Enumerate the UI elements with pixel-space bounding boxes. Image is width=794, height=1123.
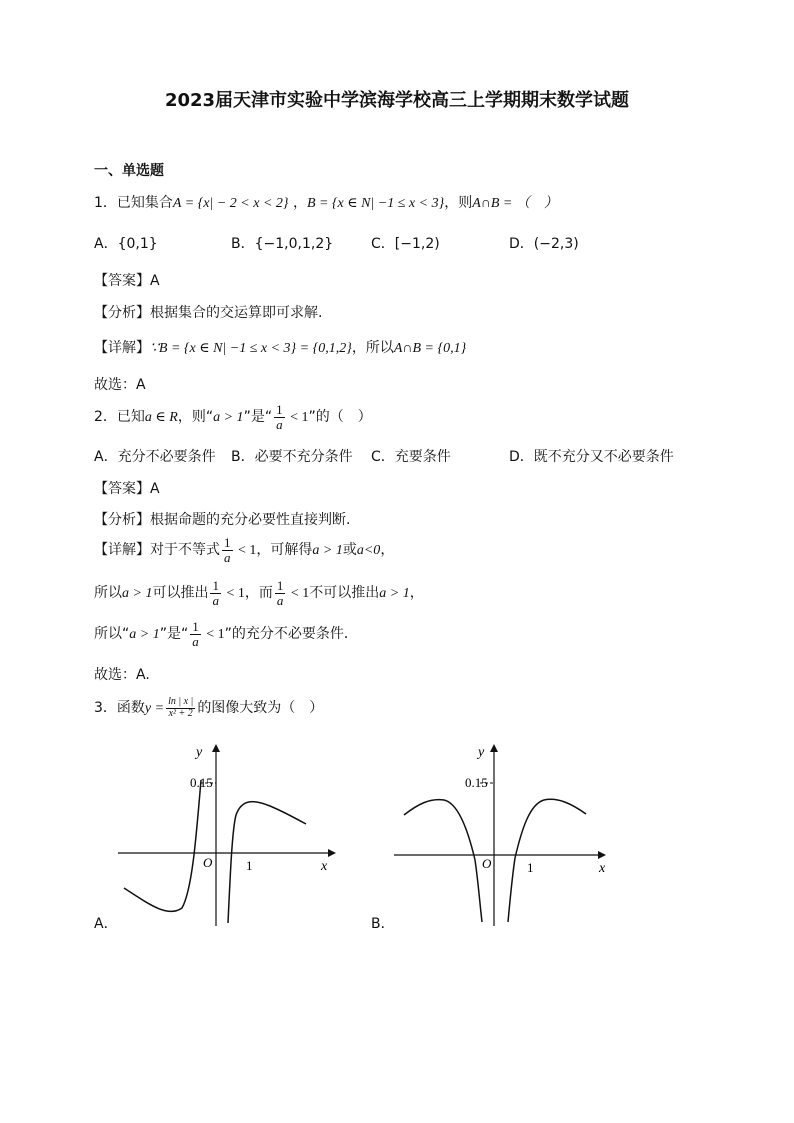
y-tick-label: 0.15 xyxy=(465,775,488,790)
q2-detail1-or: 或 xyxy=(342,542,357,559)
q1-ask: ，则 xyxy=(444,195,473,211)
q2-detail2-fraction-1: $\frac{1}{a}$ xyxy=(212,578,219,608)
q2-choose-value: A. xyxy=(136,667,150,683)
x-tick-label: 1 xyxy=(246,858,253,873)
analysis-label: 【分析】 xyxy=(94,305,150,321)
q1-detail-set: ∵B = {x ∈ N| −1 ≤ x < 3} = {0,1,2} xyxy=(150,341,352,356)
q1-option-d: D．(−2,3) xyxy=(509,236,579,252)
q2-choose xyxy=(94,664,150,684)
choose-label: 故选： xyxy=(94,377,136,393)
q2-option-a: A．充分不必要条件 xyxy=(94,449,216,465)
curve-left xyxy=(124,780,201,911)
q1-answer-value: A xyxy=(150,273,160,289)
q2-detail2-cannot: 不可以推出 xyxy=(309,585,380,602)
q2-tail: ”的（ ） xyxy=(308,409,372,426)
q1-option-c: C．[−1,2) xyxy=(371,236,440,252)
y-axis-label: y xyxy=(196,745,203,760)
q2-detail-line-2 xyxy=(94,579,424,607)
q2-detail2-but: ，而 xyxy=(244,585,273,602)
q1-analysis-text: 根据集合的交运算即可求解. xyxy=(150,305,323,321)
q1-set-b: B = {x ∈ N| −1 ≤ x < 3} xyxy=(306,196,445,211)
q2-detail3-is: ”是“ xyxy=(159,626,189,643)
curve-right xyxy=(228,802,306,923)
y-axis-arrow-icon xyxy=(212,744,220,752)
q1-prefix: 1．已知集合 xyxy=(94,195,173,211)
q1-option-b: B．{−1,0,1,2} xyxy=(231,236,334,252)
q1-answer xyxy=(94,270,160,290)
q2-mid1: ，则“ xyxy=(177,409,214,426)
question-2-stem xyxy=(94,403,372,431)
section-heading: 一、单选题 xyxy=(94,163,164,179)
y-tick-label: 0.15 xyxy=(190,775,213,790)
q2-detail2-ineq: a > 1 xyxy=(122,586,153,602)
q2-detail-line-3 xyxy=(94,620,358,648)
page-title: 2023届天津市实验中学滨海学校高三上学期期末数学试题 xyxy=(164,90,630,111)
q2-p1: a > 1 xyxy=(213,410,244,426)
q2-detail1-fraction: $\frac{1}{a}$ xyxy=(224,535,231,565)
q3-prefix: 3．函数 xyxy=(94,700,145,716)
q2-detail2-ineq2: a > 1 xyxy=(379,586,410,602)
q2-lt1: < 1 xyxy=(286,410,309,426)
q2-detail-line-1 xyxy=(94,536,394,564)
q1-choose-value: A xyxy=(136,377,146,393)
q2-detail2-lt1b: < 1 xyxy=(287,586,310,602)
q3-graph-b-label: B． xyxy=(371,916,395,932)
q2-detail1-lt1: < 1 xyxy=(234,543,257,559)
q2-detail3-text: 所以“ xyxy=(94,626,130,643)
q2-detail2-derive: 可以推出 xyxy=(152,585,209,602)
q1-detail xyxy=(94,337,466,357)
q3-graph-a xyxy=(110,740,340,930)
q2-detail2-comma: ， xyxy=(409,585,424,602)
q3-tail: 的图像大致为（ ） xyxy=(197,700,324,716)
q2-prefix: 2．已知 xyxy=(94,409,145,426)
q3-graph-b xyxy=(388,740,618,930)
q2-analysis-text: 根据命题的充分必要性直接判断. xyxy=(150,512,351,528)
q2-detail3-ineq: a > 1 xyxy=(129,627,160,643)
q2-detail1-text: 对于不等式 xyxy=(150,542,220,559)
q2-detail2-fraction-2: $\frac{1}{a}$ xyxy=(276,578,284,608)
analysis-label: 【分析】 xyxy=(94,512,150,528)
q2-detail1-solve: ，可解得 xyxy=(256,542,313,559)
q2-option-d: D．既不充分又不必要条件 xyxy=(509,449,674,465)
q2-detail3-lt1: < 1 xyxy=(202,627,225,643)
y-axis-label: y xyxy=(478,745,485,760)
q2-analysis xyxy=(94,509,350,529)
x-axis-label: x xyxy=(599,861,606,876)
q1-detail-result: A∩B = {0,1} xyxy=(393,341,467,356)
answer-label: 【答案】 xyxy=(94,481,150,497)
curve-right xyxy=(508,799,586,922)
q2-detail1-ineq1: a > 1 xyxy=(312,543,343,559)
q2-detail3-fraction: $\frac{1}{a}$ xyxy=(192,619,199,649)
q1-expression: A∩B = （ ） xyxy=(472,196,558,211)
detail-label: 【详解】 xyxy=(94,542,150,559)
q2-answer xyxy=(94,478,160,498)
q2-answer-value: A xyxy=(150,481,160,497)
q3-fraction: $\frac{\ln | x |}{\text{x² + 2}}$ xyxy=(168,696,194,719)
q2-condition: a ∈ R xyxy=(144,410,178,426)
q2-detail1-ineq2: a<0 xyxy=(356,543,381,559)
q1-analysis xyxy=(94,302,322,322)
origin-label: O xyxy=(482,856,492,871)
q2-option-b: B．必要不充分条件 xyxy=(231,449,353,465)
answer-label: 【答案】 xyxy=(94,273,150,289)
q2-detail2-text: 所以 xyxy=(94,585,122,602)
x-axis-label: x xyxy=(321,859,328,874)
q2-detail2-lt1: < 1 xyxy=(222,586,245,602)
q2-detail3-conclusion: ”的充分不必要条件． xyxy=(224,626,358,643)
x-tick-label: 1 xyxy=(527,860,534,875)
question-1-stem: 1．已知集合A = {x| − 2 < x < 2} ，B = {x ∈ N| −1 ≤ x < 3}，则A∩B = （ ） xyxy=(94,195,558,211)
q1-detail-connector: ，所以 xyxy=(351,340,394,356)
q3-y-equals: y = xyxy=(144,701,165,716)
detail-label: 【详解】 xyxy=(94,340,150,356)
x-axis-arrow-icon xyxy=(598,851,606,859)
q2-mid2: ”是“ xyxy=(243,409,273,426)
curve-left xyxy=(404,800,482,922)
origin-label: O xyxy=(203,855,213,870)
q2-option-c: C．充要条件 xyxy=(371,449,451,465)
x-axis-arrow-icon xyxy=(328,849,336,857)
q1-choose xyxy=(94,374,146,394)
q3-graph-a-label: A． xyxy=(94,916,118,932)
q1-set-a: A = {x| − 2 < x < 2} xyxy=(172,196,289,211)
q2-detail1-comma: ， xyxy=(380,542,395,559)
y-axis-arrow-icon xyxy=(490,744,498,752)
q1-option-a: A．{0,1} xyxy=(94,236,158,252)
question-3-stem xyxy=(94,697,323,719)
q2-fraction: $\frac{1}{a}$ xyxy=(276,402,283,432)
choose-label: 故选： xyxy=(94,667,136,683)
